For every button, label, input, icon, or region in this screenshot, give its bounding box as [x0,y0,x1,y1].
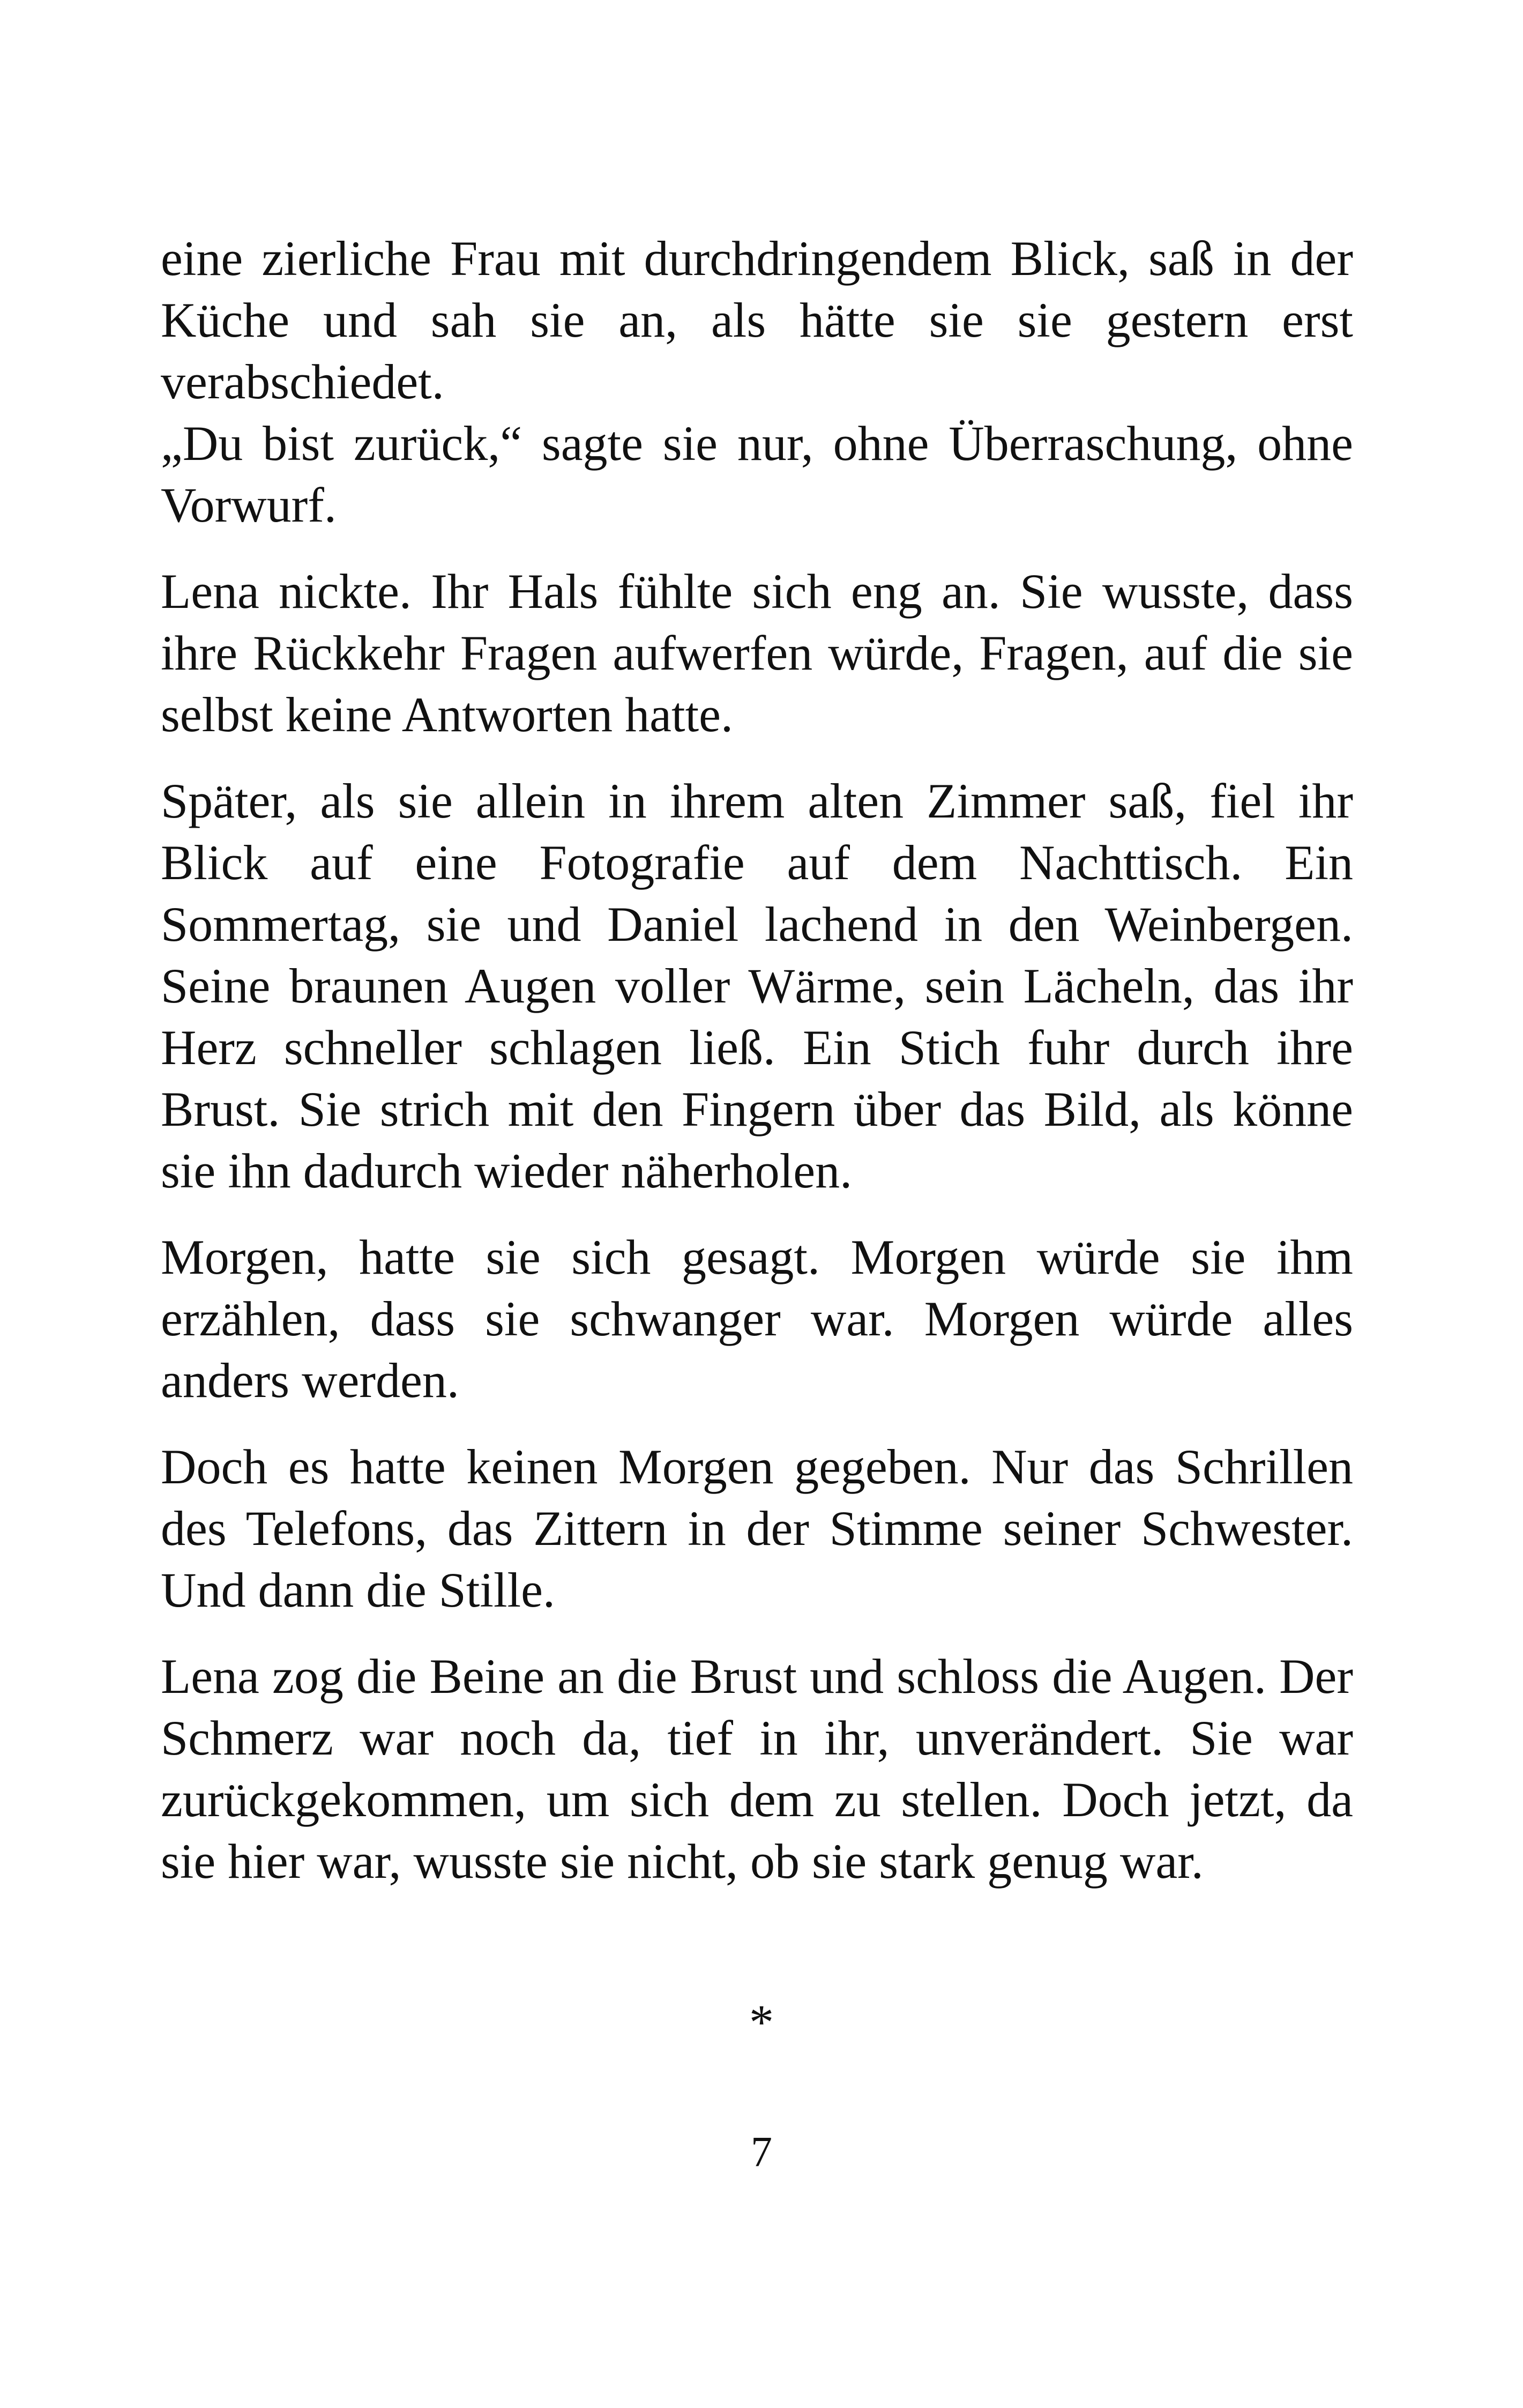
section-break-asterisk: * [749,1995,774,2049]
paragraph-6: Doch es hatte keinen Morgen gegeben. Nur das Schrillen des Telefons, das Zittern in der Stimme seiner Schwester. Und dann die Stille. [161,1439,1353,1617]
page-number: 7 [751,2129,772,2176]
paragraph-2: „Du bist zurück,“ sagte sie nur, ohne Überraschung, ohne Vorwurf. [161,416,1353,532]
paragraph-4: Später, als sie allein in ihrem alten Zimmer saß, fiel ihr Blick auf eine Fotografie auf dem Nachttisch. Ein Sommertag, sie und Daniel lachend in den Weinbergen. Seine braunen Augen voller Wärme, sein Lächeln, das ihr Herz schneller schlagen ließ. Ein Stich fuhr durch ihre Brust. Sie strich mit den Fingern über das Bild, als könne sie ihn dadurch wieder näherholen. [161,774,1353,1198]
paragraph-1: eine zierliche Frau mit durchdringendem Blick, saß in der Küche und sah sie an, als hätte sie sie gestern erst verabschiedet. [161,231,1353,409]
paragraph-3: Lena nickte. Ihr Hals fühlte sich eng an. Sie wusste, dass ihre Rückkehr Fragen aufwerfen würde, Fragen, auf die sie selbst keine Antworten hatte. [161,564,1353,742]
body-text [161,228,1353,1892]
paragraph-5: Morgen, hatte sie sich gesagt. Morgen würde sie ihm erzählen, dass sie schwanger war. Morgen würde alles anders werden. [161,1230,1353,1408]
paragraph-7: Lena zog die Beine an die Brust und schloss die Augen. Der Schmerz war noch da, tief in ihr, unverändert. Sie war zurückgekommen, um sich dem zu stellen. Doch jetzt, da sie hier war, wusste sie nicht, ob sie stark genug war. [161,1649,1353,1889]
